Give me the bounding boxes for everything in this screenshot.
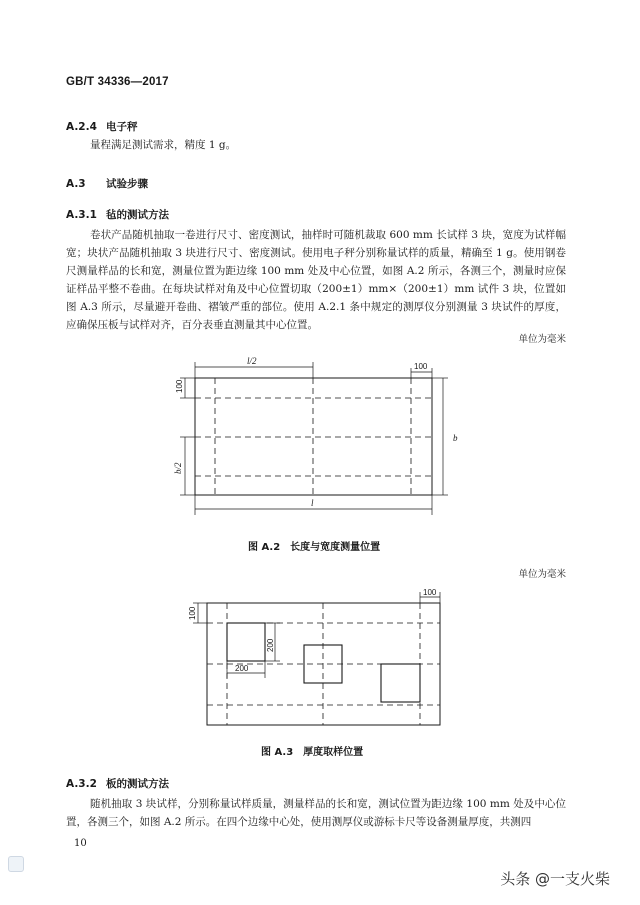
- figure-a2-unit-note: 单位为毫米: [518, 334, 566, 345]
- section-body-a24: 量程满足测试需求，精度 1 g。: [90, 139, 237, 151]
- section-heading-a24: A.2.4 电子秤: [66, 121, 138, 133]
- figure-a2-length-label: l: [311, 498, 314, 508]
- figure-a3-edge-left-label: 100: [188, 606, 197, 620]
- figure-a2-edge-right-label: 100: [414, 362, 428, 371]
- figure-a3-unit-note: 单位为毫米: [518, 569, 566, 580]
- figure-a3-specimen-top-left: [227, 623, 265, 661]
- section-heading-a31: A.3.1 毡的测试方法: [66, 209, 169, 221]
- section-heading-a32: A.3.2 板的测试方法: [66, 778, 169, 790]
- app-icon: [8, 856, 24, 872]
- standard-number: GB/T 34336—2017: [66, 76, 169, 88]
- figure-a3-caption: 图 A.3 厚度取样位置: [261, 747, 364, 758]
- figure-a3-edge-right-label: 100: [423, 588, 437, 597]
- figure-a2-caption: 图 A.2 长度与宽度测量位置: [248, 542, 381, 553]
- figure-a3-specimen-width-label: 200: [235, 664, 249, 673]
- section-body-a31: 卷状产品随机抽取一卷进行尺寸、密度测试，抽样时可随机裁取 600 mm 长试样 3 块，宽度为试样幅宽；块状产品随机抽取 3 块进行尺寸、密度测试。使用电子秤分别称量试样的质量，精确至 1 g。使用钢卷尺测量样品的长和宽，测量位置为距边缘 100 mm 处及中心位置，如图 A.2 所示，各测三个，测量时应保证样品平整不卷曲。在每块试样对角及中心位置切取（200±1）mm×（200±1）mm 试件 3 块，位置如图 A.3 所示，尽量避开卷曲、褶皱严重的部位。使用 A.2.1 条中规定的测厚仪分别测量 3 块试件的厚度，应确保压板与试样对齐，百分表垂直测量其中心位置。: [66, 229, 566, 331]
- figure-a2-half-width-label: b/2: [173, 462, 183, 474]
- watermark: 头条 @一支火柴: [500, 870, 610, 888]
- figure-a2-half-length-label: l/2: [247, 356, 257, 366]
- figure-a3-specimen-bottom-right: [381, 664, 420, 702]
- figure-a3-specimen-height-label: 200: [266, 638, 275, 652]
- section-body-a32: 随机抽取 3 块试样，分别称量试样质量，测量样品的长和宽，测试位置为距边缘 100 mm 处及中心位置，各测三个，如图 A.2 所示。在四个边缘中心处，使用测厚仪或游标卡尺等设备测量厚度，共测四: [66, 798, 566, 828]
- section-heading-a3: A.3 试验步骤: [66, 178, 148, 190]
- figure-a2-edge-left-label: 100: [175, 379, 184, 393]
- figure-a2-width-label: b: [453, 433, 458, 443]
- page-number: 10: [74, 838, 87, 849]
